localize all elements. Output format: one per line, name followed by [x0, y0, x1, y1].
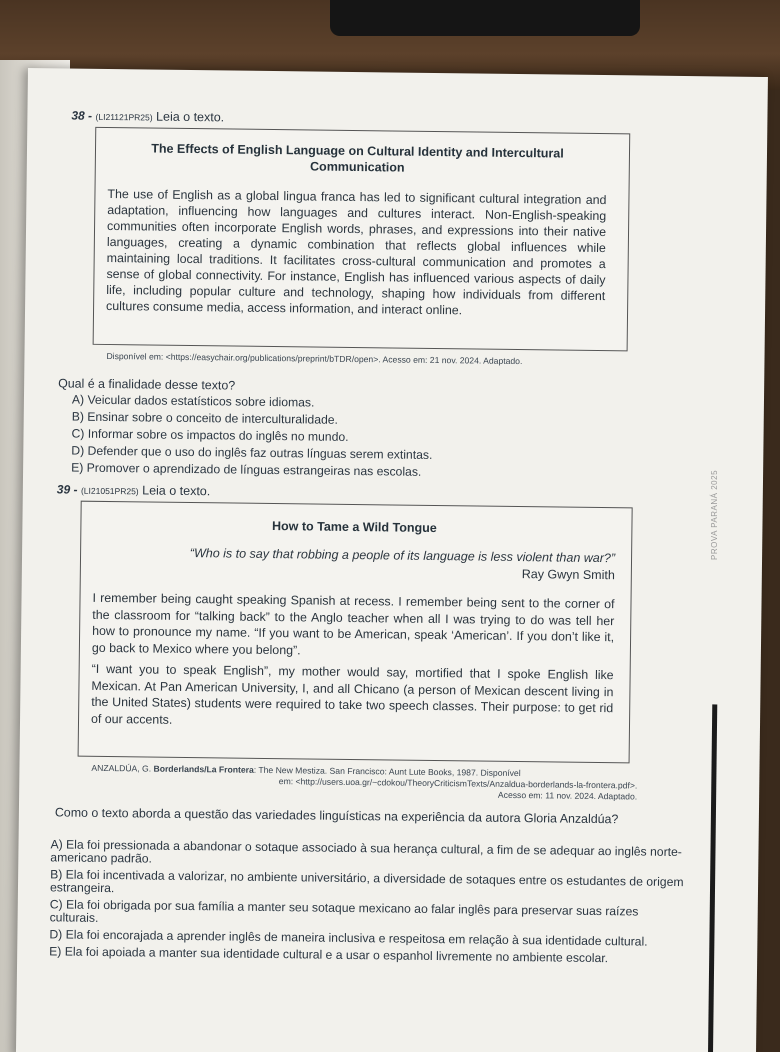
q39-source [91, 763, 637, 803]
q39-source-rest: : The New Mestiza. San Francisco: Aunt Lute Books, 1987. Disponível [253, 764, 521, 779]
q39-intro: Leia o texto. [142, 483, 211, 499]
q39-question: Como o texto aborda a questão das variedades linguísticas na experiência da autora Gloria Anzaldúa? [54, 805, 619, 827]
q38-number: 38 - [71, 108, 93, 123]
q38-text-box [93, 127, 631, 352]
q39-text-box [78, 501, 633, 764]
q38-option-a[interactable]: A) Veicular dados estatísticos sobre idiomas. [71, 392, 315, 410]
q38-header [71, 109, 224, 125]
q38-options [71, 392, 433, 481]
q39-option-c[interactable]: C) Ela foi obrigada por sua família a manter seu sotaque mexicano ao falar inglês para preservar suas raízes culturais. [49, 897, 639, 925]
q39-paragraph-2: “I want you to speak English”, my mother would say, mortified that I spoke English like Mexican. At Pan American University, I, and all Chicano (a person of Mexican descent living in the United States) students were required to take two speech classes. Their purpose: to get rid of our accents. [90, 661, 614, 727]
q38-title-line2: Communication [309, 159, 405, 175]
q38-source: Disponível em: <https://easychair.org/publications/preprint/bTDR/open>. Acesso em: 21 nov. 2024. Adaptado. [106, 350, 523, 367]
q38-title [108, 140, 607, 178]
q39-epigraph-author: Ray Gwyn Smith [521, 567, 615, 583]
q39-option-b[interactable]: B) Ela foi incentivada a valorizar, no ambiente universitário, a diversidade de sotaques entre os estudantes de origem estrangeira. [49, 867, 684, 896]
q39-header [57, 482, 211, 498]
q38-option-b[interactable]: B) Ensinar sobre o conceito de interculturalidade. [71, 409, 339, 427]
laptop-edge [330, 0, 640, 36]
q39-option-e[interactable]: E) Ela foi apoiada a manter sua identidade cultural e a usar o espanhol livremente no ambiente escolar. [49, 944, 609, 966]
side-bar [708, 704, 717, 1052]
q39-source-title: Borderlands/La Frontera [153, 763, 254, 775]
q39-title: How to Tame a Wild Tongue [271, 519, 437, 536]
q39-source-line2: em: <http://users.uoa.gr/~cdokou/TheoryCriticismTexts/Anzaldua-borderlands-la-frontera.pdf>. [278, 776, 638, 791]
q39-code: (LI21051PR25) [80, 485, 139, 497]
q39-epigraph: “Who is to say that robbing a people of its language is less violent than war?” [189, 546, 616, 566]
q38-option-d[interactable]: D) Defender que o uso do inglês faz outras línguas serem extintas. [71, 443, 433, 462]
q38-title-line1: The Effects of English Language on Cultural Identity and Intercultural [151, 141, 564, 161]
q39-option-a[interactable]: A) Ela foi pressionada a abandonar o sotaque associado à sua herança cultural, a fim de se adequar ao inglês norte-americano padrão. [50, 837, 683, 866]
q38-intro: Leia o texto. [156, 109, 225, 125]
q39-options [49, 838, 686, 970]
q38-option-c[interactable]: C) Informar sobre os impactos do inglês no mundo. [71, 426, 349, 444]
q39-paragraph-1: I remember being caught speaking Spanish at recess. I remember being sent to the corner of the classroom for “talking back” to the Anglo teacher when all I was trying to do was tell her how to pronounce my name. “If you want to be American, speak ‘American’. If you don’t like it, go back to Mexico where you belong”. [91, 590, 615, 657]
q39-option-d[interactable]: D) Ela foi encorajada a aprender inglês de maneira inclusiva e respeitosa em relação à sua identidade cultural. [49, 927, 648, 949]
side-label: PROVA PARANÁ 2025 [710, 469, 719, 560]
q39-source-line3: Acesso em: 11 nov. 2024. Adaptado. [497, 789, 638, 802]
q38-option-e[interactable]: E) Promover o aprendizado de línguas estrangeiras nas escolas. [71, 460, 422, 479]
q38-body: The use of English as a global lingua franca has led to significant cultural integration and adaptation, influencing how languages and cultures interact. Non-English-speaking communities often incorporate English words, phrases, and expressions into their native languages, creating a dynamic combination that reflects global influences while maintaining local traditions. It facilitates cross-cultural communication and promotes a sense of global connectivity. For instance, English has influenced various aspects of daily life, including popular culture and technology, shaping how individuals from different cultures consume media, access information, and interact online. [106, 186, 607, 318]
q39-source-author: ANZALDÚA, G. [91, 762, 152, 774]
q39-number: 39 - [56, 482, 78, 497]
q38-code: (LI21121PR25) [95, 111, 153, 123]
exam-page [16, 68, 768, 1052]
q38-question: Qual é a finalidade desse texto? [58, 376, 236, 393]
